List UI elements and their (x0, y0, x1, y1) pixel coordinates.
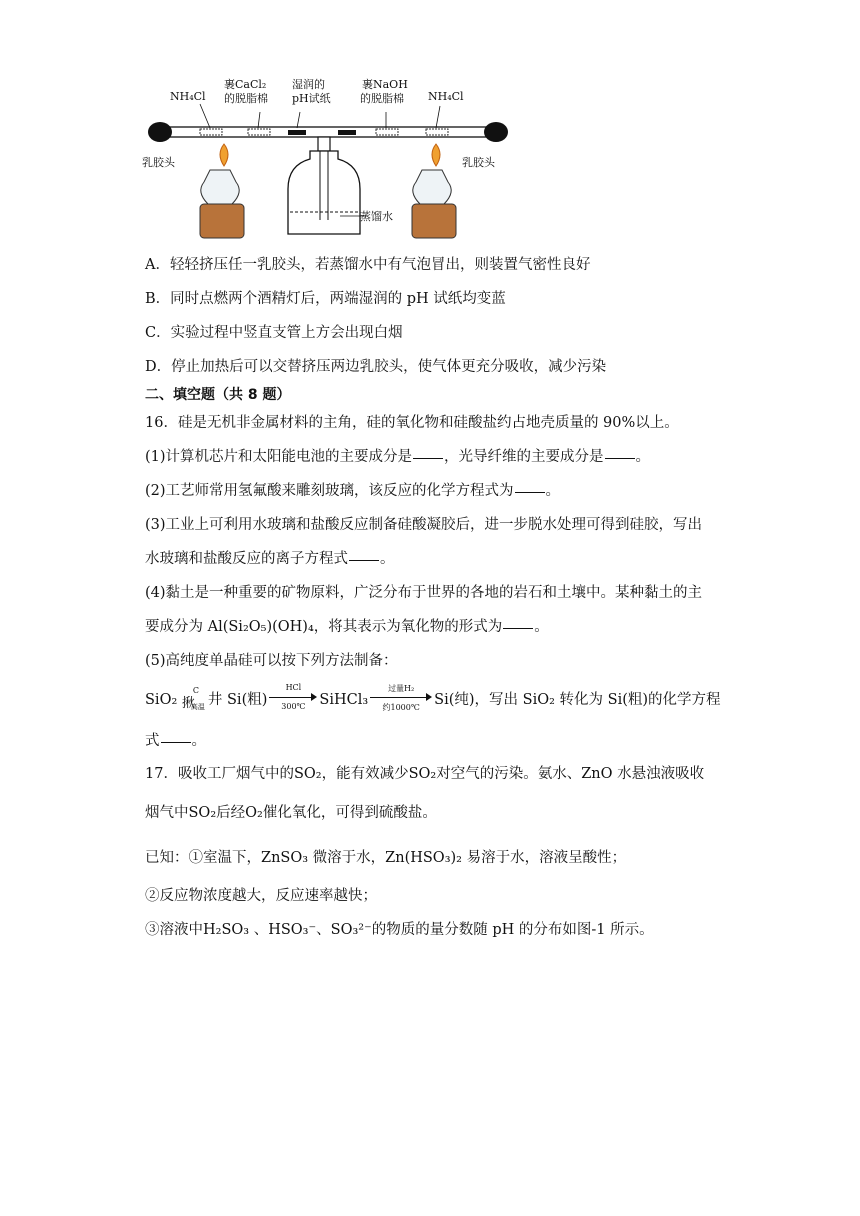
option-a: A．轻轻挤压任一乳胶头，若蒸馏水中有气泡冒出，则装置气密性良好 (145, 257, 591, 273)
q17-line1: 17．吸收工厂烟气中的SO₂，能有效减少SO₂对空气的污染。氨水、ZnO 水悬浊液吸收 (145, 766, 705, 782)
scheme-arrow-3: 过量H₂ 约1000℃ (370, 691, 432, 709)
q16-part5-line1: (5)高纯度单晶硅可以按下列方法制备： (145, 653, 398, 669)
scheme-sio2: SiO₂ (145, 692, 178, 708)
q16-p1-b: ，光导纤维的主要成分是 (444, 449, 604, 465)
q16-part2 (145, 479, 560, 500)
label-nh4cl-left: NH₄Cl (170, 90, 206, 103)
label-bulb-left: 乳胶头 (142, 156, 175, 169)
scheme-si-crude: Si(粗) (227, 692, 268, 708)
option-b: B．同时点燃两个酒精灯后，两端湿润的 pH 试纸均变蓝 (145, 291, 506, 307)
alcohol-lamp-left (200, 144, 244, 238)
q16-p1-c: 。 (635, 449, 651, 465)
q16-part4-line1: (4)黏土是一种重要的矿物原料，广泛分布于世界的各地的岩石和土壤中。某种黏土的主 (145, 585, 703, 601)
answer-blank (503, 627, 533, 629)
rubber-bulb-left (148, 122, 172, 142)
scheme-arrow-2: HCl 300℃ (269, 691, 317, 709)
label-naoh-2: 的脱脂棉 (360, 92, 404, 105)
water-bottle (288, 151, 360, 234)
apparatus-drawing (140, 70, 520, 245)
section-heading: 二、填空题（共 8 题） (145, 387, 291, 403)
q16-p5-end-a: 式 (145, 733, 160, 749)
q16-part3-line2 (145, 547, 395, 568)
q16-p4-b: 。 (534, 619, 549, 635)
label-nh4cl-right: NH₄Cl (428, 90, 464, 103)
q16-part4-line2 (145, 615, 549, 636)
q16-p3-b: 。 (380, 551, 395, 567)
label-ph-1: 湿润的 (292, 78, 325, 91)
q17-known3: ③溶液中H₂SO₃ 、HSO₃⁻、SO₃²⁻的物质的量分数随 pH 的分布如图-1 所示。 (145, 922, 654, 938)
scheme-step1: 揪 C 高温 (181, 686, 205, 711)
answer-blank (515, 491, 545, 493)
answer-blank (605, 457, 635, 459)
answer-blank (413, 457, 443, 459)
q16-part1 (145, 445, 650, 466)
q17-line2: 烟气中SO₂后经O₂催化氧化，可得到硫酸盐。 (145, 805, 437, 821)
label-cacl2-2: 的脱脂棉 (224, 92, 268, 105)
option-d: D．停止加热后可以交替挤压两边乳胶头，使气体更充分吸收，减少污染 (145, 359, 607, 375)
answer-blank (349, 559, 379, 561)
q16-p3-a: 水玻璃和盐酸反应的离子方程式 (145, 551, 348, 567)
scheme-sihcl3: SiHCl₃ (319, 692, 369, 708)
rubber-bulb-right (484, 122, 508, 142)
q16-part3-line1: (3)工业上可利用水玻璃和盐酸反应制备硅酸凝胶后，进一步脱水处理可得到硅胶，写出 (145, 517, 703, 533)
q17-known1: 已知：①室温下，ZnSO₃ 微溶于水，Zn(HSO₃)₂ 易溶于水，溶液呈酸性； (145, 850, 627, 866)
scheme-si-pure: Si(纯)，写出 SiO₂ 转化为 Si(粗)的化学方程 (434, 692, 721, 708)
alcohol-lamp-right (412, 144, 456, 238)
scheme-step1-end: 井 (207, 692, 223, 708)
q16-p2-b: 。 (545, 483, 561, 499)
q16-p4-a: 要成分为 Al(Si₂O₅)(OH)₄，将其表示为氧化物的形式为 (145, 619, 503, 635)
label-bulb-right: 乳胶头 (462, 156, 495, 169)
option-c: C．实验过程中竖直支管上方会出现白烟 (145, 325, 403, 341)
answer-blank (161, 741, 191, 743)
label-ph-2: pH试纸 (292, 92, 331, 105)
label-water: 蒸馏水 (360, 210, 393, 223)
label-pointers (200, 104, 440, 128)
vertical-tube (318, 137, 330, 151)
q16-p5-end-b: 。 (191, 733, 206, 749)
q16-p2-a: (2)工艺师常用氢氟酸来雕刻玻璃，该反应的化学方程式为 (145, 483, 514, 499)
apparatus-figure (140, 70, 520, 245)
q16-part5-end (145, 729, 206, 750)
q16-p1-a: (1)计算机芯片和太阳能电池的主要成分是 (145, 449, 413, 465)
label-cacl2-1: 裹CaCl₂ (224, 78, 267, 91)
q16-intro: 16．硅是无机非金属材料的主角，硅的氧化物和硅酸盐约占地壳质量的 90%以上。 (145, 415, 679, 431)
label-naoh-1: 裹NaOH (362, 78, 408, 91)
q16-part5-scheme (145, 683, 721, 712)
q17-known2: ②反应物浓度越大，反应速率越快； (145, 888, 377, 904)
